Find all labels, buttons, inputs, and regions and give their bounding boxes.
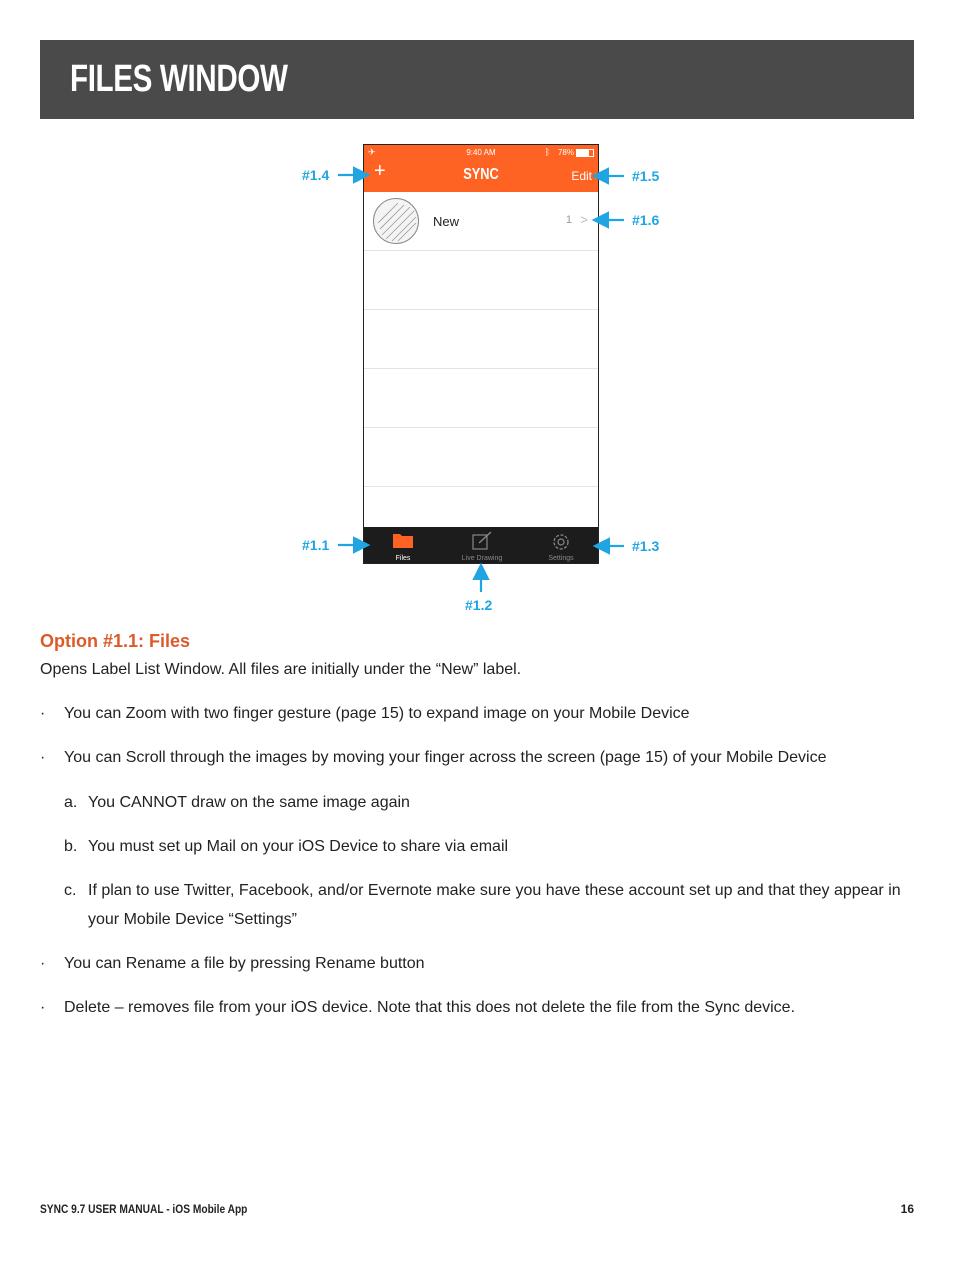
intro-text: Opens Label List Window. All files are initially under the “New” label. (40, 661, 522, 678)
tab-label: Files (395, 555, 411, 562)
tab-label: Settings (548, 555, 574, 562)
status-time: 9:40 AM (466, 148, 496, 157)
section-heading: Option #1.1: Files (40, 631, 191, 651)
empty-row (364, 428, 598, 487)
file-count: 1 (565, 214, 572, 226)
page-number: 16 (900, 1202, 914, 1216)
edit-button[interactable]: Edit (571, 169, 592, 183)
header-bar (40, 40, 914, 119)
phone-screenshot (363, 144, 599, 564)
tab-label: Live Drawing (461, 555, 503, 562)
empty-row (364, 251, 598, 310)
list-item[interactable] (364, 192, 598, 251)
battery-percent: 78% (557, 148, 574, 157)
callout-1-6: #1.6 (632, 212, 660, 228)
footer-title: SYNC 9.7 USER MANUAL - iOS Mobile App (40, 1202, 248, 1216)
callout-1-2: #1.2 (465, 597, 493, 613)
gear-icon (550, 531, 572, 553)
empty-row (364, 369, 598, 428)
tab-files[interactable] (364, 527, 442, 563)
airplane-icon: ✈ (368, 147, 376, 157)
callout-1-5: #1.5 (632, 168, 660, 184)
bullet-mark: · (40, 705, 46, 722)
tab-live-drawing[interactable] (443, 527, 521, 563)
callout-1-4: #1.4 (302, 167, 330, 183)
bullet-mark: · (40, 999, 46, 1016)
empty-row (364, 310, 598, 369)
callout-1-3: #1.3 (632, 538, 660, 554)
phone-nav-bar (364, 145, 598, 192)
app-title: SYNC (463, 166, 499, 183)
chevron-right-icon: > (580, 212, 588, 227)
callout-1-1: #1.1 (302, 537, 330, 553)
pencil-icon (471, 531, 493, 551)
folder-icon (392, 531, 414, 549)
bullet-mark: · (40, 955, 46, 972)
file-label: New (433, 214, 460, 229)
bullet-mark: · (40, 749, 46, 766)
add-button[interactable]: + (374, 160, 386, 182)
battery-icon (576, 149, 594, 157)
file-thumbnail (373, 198, 419, 244)
tab-bar (364, 527, 598, 563)
page-title: FILES WINDOW (70, 58, 288, 100)
bluetooth-icon: ᛒ (544, 147, 550, 157)
tab-settings[interactable] (522, 527, 599, 563)
